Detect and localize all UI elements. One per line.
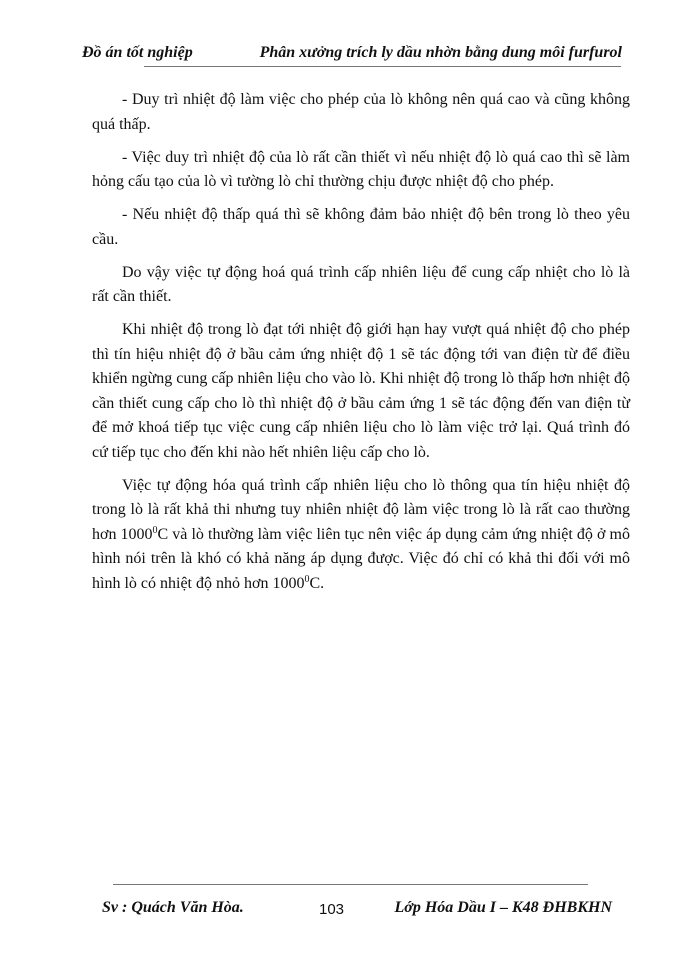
superscript: 0 (152, 524, 158, 536)
page-footer (102, 899, 612, 923)
footer-divider (113, 884, 588, 885)
header-divider (144, 66, 621, 67)
footer-class: Lớp Hóa Dầu I – K48 ĐHBKHN (394, 899, 612, 916)
document-body (92, 88, 630, 605)
header-title-right: Phân xưởng trích ly dầu nhờn bằng dung môi furfurol (259, 44, 622, 61)
paragraph: Do vậy việc tự động hoá quá trình cấp nhiên liệu để cung cấp nhiệt cho lò là rất cần thiết. (92, 263, 630, 305)
page-header (82, 44, 622, 68)
text-run: C. (309, 574, 325, 592)
superscript: 0 (304, 573, 310, 585)
text-run: Việc tự động hóa quá trình cấp nhiên liệu cho lò thông qua tín hiệu nhiệt độ trong lò là rất khả thi nhưng tuy nhiên nhiệt độ làm việc trong lò là rất cao thường hơn 1000 (92, 476, 630, 543)
paragraph: - Nếu nhiệt độ thấp quá thì sẽ không đảm bảo nhiệt độ bên trong lò theo yêu cầu. (92, 206, 630, 248)
paragraph: Khi nhiệt độ trong lò đạt tới nhiệt độ giới hạn hay vượt quá nhiệt độ cho phép thì tín hiệu nhiệt độ ở bầu cảm ứng nhiệt độ 1 sẽ tác động tới van điện từ để điều khiển ngừng cung cấp nhiên liệu cho vào lò. Khi nhiệt độ trong lò thấp hơn nhiệt độ cần thiết cung cấp cho lò thì nhiệt độ ở bầu cảm ứng 1 sẽ tác động đến van điện từ để mở khoá tiếp tục việc cung cấp nhiên liệu cho lò làm việc trở lại. Quá trình đó cứ tiếp tục cho đến khi nào hết nhiên liệu cấp cho lò. (92, 321, 630, 461)
paragraph-last (92, 474, 630, 597)
footer-author: Sv : Quách Văn Hòa. (102, 899, 244, 916)
text-run: C và lò thường làm việc liên tục nên việc áp dụng cảm ứng nhiệt độ ở mô hình nói trên là khó có khả năng áp dụng được. Việc đó chỉ có khả thi đối với mô hình lò có nhiệt độ nhỏ hơn 1000 (92, 525, 630, 592)
paragraph: - Duy trì nhiệt độ làm việc cho phép của lò không nên quá cao và cũng không quá thấp. (92, 91, 630, 133)
paragraph: - Việc duy trì nhiệt độ của lò rất cần thiết vì nếu nhiệt độ lò quá cao thì sẽ làm hỏng cấu tạo của lò vì tường lò chỉ thường chịu được nhiệt độ cho phép. (92, 148, 630, 190)
page-number: 103 (319, 901, 345, 918)
header-title-left: Đồ án tốt nghiệp (82, 44, 193, 61)
